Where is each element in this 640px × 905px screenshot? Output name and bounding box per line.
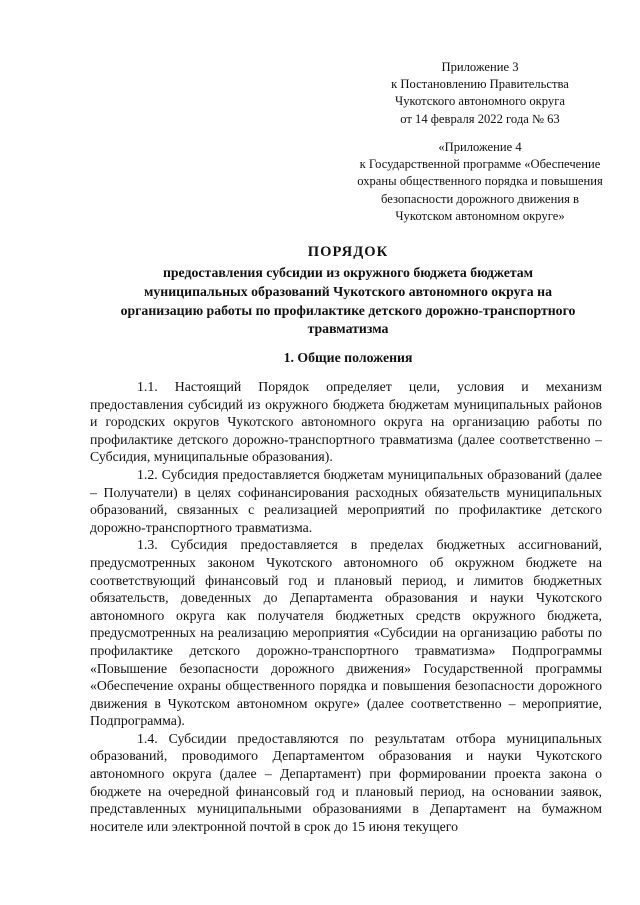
- paragraph: 1.2. Субсидия предоставляется бюджетам муниципальных образований (далее – Получатели) в целях софинансирования расходных обязательств муниципальных образований, связанных с реализацией мероприятий по профилактике детского дорожно-транспортного травматизма.: [90, 466, 602, 535]
- title-subtitle: [88, 264, 608, 339]
- title-line: предоставления субсидии из окружного бюджета бюджетам: [162, 265, 534, 280]
- document-body: [90, 378, 602, 835]
- title-line: муниципальных образований Чукотского автономного округа на: [143, 283, 552, 299]
- appendix-reference: [330, 59, 630, 128]
- title-line: организацию работы по профилактике детского дорожно-транспортного: [120, 302, 576, 318]
- appendix-quote-line: «Приложение 4: [438, 140, 522, 154]
- appendix-quote-line: Чукотском автономном округе»: [395, 208, 565, 223]
- paragraph: 1.3. Субсидия предоставляется в пределах бюджетных ассигнований, предусмотренных законом Чукотского автономного об окружном бюджете на соответствующий финансовый год и плановый период, и лимитов бюджетных обязательств, доведенных до Департамента образования и науки Чукотского автономного округа как получателя бюджетных средств окружного бюджета, предусмотренных на реализацию мероприятия «Субсидии на организацию работы по профилактике детского дорожно-транспортного травматизма» Подпрограммы «Повышение безопасности дорожного движения» Государственной программы «Обеспечение охраны общественного порядка и повышения безопасности дорожного движения в Чукотском автономном округе» (далее соответственно – мероприятие, Подпрограмма).: [90, 537, 602, 729]
- appendix-line: Приложение 3: [441, 60, 519, 74]
- appendix-quote: [330, 139, 630, 225]
- appendix-line: к Постановлению Правительства: [391, 77, 569, 92]
- appendix-quote-line: безопасности дорожного движения в: [380, 191, 580, 206]
- appendix-line: от 14 февраля 2022 года № 63: [400, 111, 560, 126]
- paragraph: 1.1. Настоящий Порядок определяет цели, условия и механизм предоставления субсидий из окружного бюджета бюджетам муниципальных районов и городских округов Чукотского автономного округа на организацию работы по профилактике детского дорожно-транспортного травматизма (далее соответственно – Субсидия, муниципальные образования).: [90, 379, 602, 465]
- section-heading: 1. Общие положения: [283, 350, 413, 365]
- title-line: травматизма: [307, 321, 389, 337]
- appendix-quote-line: к Государственной программе «Обеспечение: [359, 157, 601, 172]
- document-title: [88, 240, 608, 339]
- appendix-line: Чукотского автономного округа: [395, 94, 565, 109]
- appendix-quote-line: охраны общественного порядка и повышения: [357, 174, 603, 189]
- paragraph: 1.4. Субсидии предоставляются по результатам отбора муниципальных образований, проводимого Департаментом образования и науки Чукотского автономного округа (далее – Департамент) при формировании проекта закона о бюджете на очередной финансовый год и плановый период, на основании заявок, представленных муниципальными образованиями в Департамент на бумажном носителе или электронной почтой в срок до 15 июня текущего: [90, 730, 602, 834]
- title-main: ПОРЯДОК: [307, 244, 389, 260]
